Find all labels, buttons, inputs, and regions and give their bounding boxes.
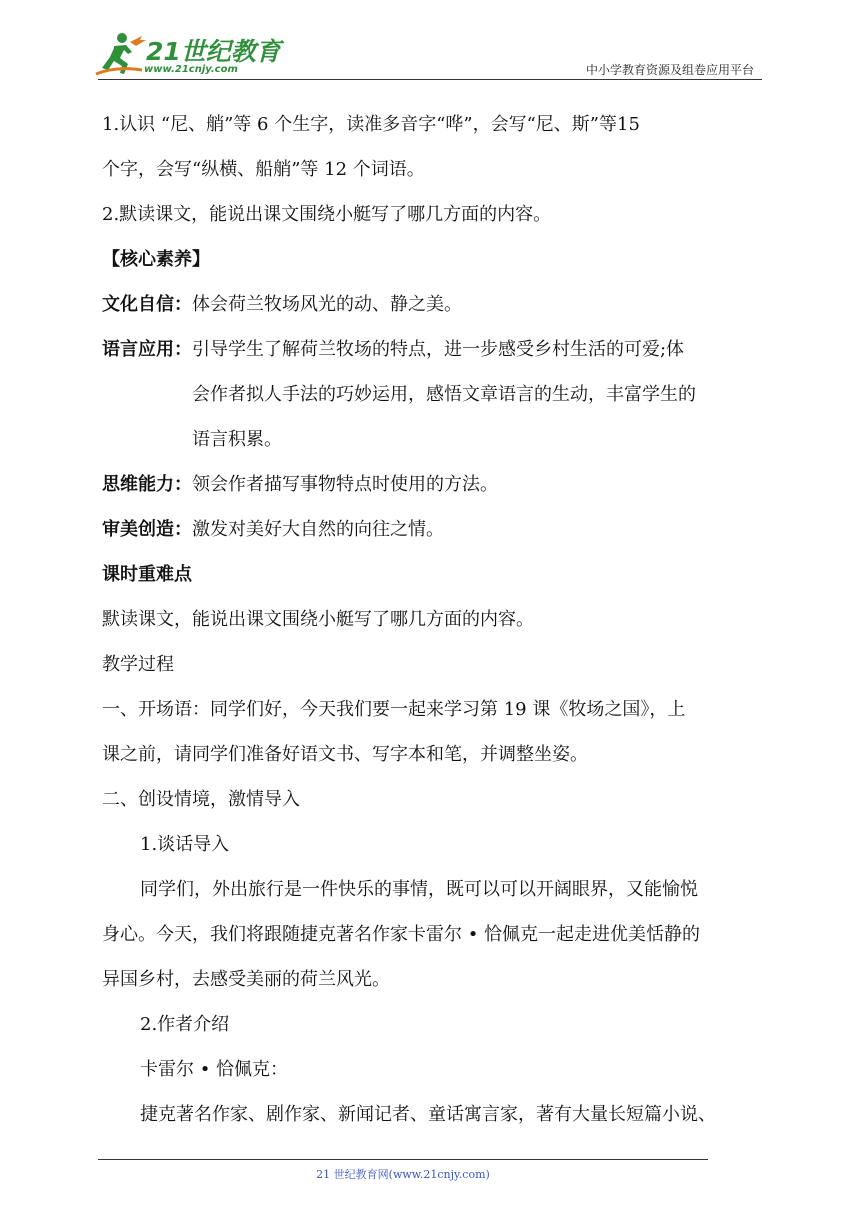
- section-2-para-line-2: 身心。今天，我们将跟随捷克著名作家卡雷尔 • 恰佩克一起走进优美恬静的: [102, 924, 701, 945]
- section-2-sub-1: 1.谈话导入: [140, 834, 230, 855]
- language-item: [102, 327, 766, 462]
- author-intro-line-1: 捷克著名作家、剧作家、新闻记者、童话寓言家，著有大量长短篇小说、: [140, 1104, 716, 1125]
- key-points-text: 默读课文，能说出课文围绕小艇写了哪几方面的内容。: [102, 609, 534, 630]
- document-body: [102, 102, 766, 1137]
- culture-label: 文化自信：: [102, 294, 192, 315]
- language-text-line-3: 语言积累。: [192, 429, 282, 450]
- section-1-line-1: 一、开场语：同学们好，今天我们要一起来学习第 19 课《牧场之国》，上: [102, 699, 686, 720]
- site-logo: [92, 30, 281, 80]
- thinking-item: [102, 462, 766, 507]
- header-platform-text: 中小学教育资源及组卷应用平台: [585, 63, 754, 77]
- logo-url: www.21cnjy.com: [144, 64, 238, 75]
- footer-link[interactable]: 21 世纪教育网(www.21cnjy.com): [316, 1168, 490, 1181]
- language-text: [192, 327, 766, 462]
- footer-divider: [98, 1159, 708, 1160]
- culture-text: 体会荷兰牧场风光的动、静之美。: [192, 294, 462, 315]
- section-1-line-2: 课之前，请同学们准备好语文书、写字本和笔，并调整坐姿。: [102, 744, 588, 765]
- section-2-para-line-1: 同学们，外出旅行是一件快乐的事情，既可以可以开阔眼界，又能愉悦: [140, 879, 698, 900]
- aesthetic-text: 激发对美好大自然的向往之情。: [192, 519, 444, 540]
- logo-wordmark: 21世纪教育: [146, 37, 281, 66]
- process-heading: 教学过程: [102, 654, 174, 675]
- author-name: 卡雷尔 • 恰佩克：: [140, 1059, 289, 1080]
- aesthetic-item: [102, 507, 766, 552]
- thinking-label: 思维能力：: [102, 474, 192, 495]
- culture-item: [102, 282, 766, 327]
- section-2-para-line-3: 异国乡村，去感受美丽的荷兰风光。: [102, 969, 390, 990]
- page-header: [0, 0, 860, 84]
- goal-line-1: 1.认识 “尼、艄”等 6 个生字，读准多音字“哗”，会写“尼、斯”等15: [102, 114, 640, 135]
- aesthetic-label: 审美创造：: [102, 519, 192, 540]
- thinking-text: 领会作者描写事物特点时使用的方法。: [192, 474, 498, 495]
- core-literacy-heading: 【核心素养】: [102, 249, 210, 270]
- goal-line-3: 2.默读课文，能说出课文围绕小艇写了哪几方面的内容。: [102, 204, 552, 225]
- language-label: 语言应用：: [102, 339, 192, 360]
- runner-logo-icon: [92, 30, 148, 80]
- header-divider: [98, 79, 762, 80]
- goal-line-2: 个字，会写“纵横、船艄”等 12 个词语。: [102, 159, 425, 180]
- language-text-line-1: 引导学生了解荷兰牧场的特点，进一步感受乡村生活的可爱;体: [192, 339, 685, 360]
- language-text-line-2: 会作者拟人手法的巧妙运用，感悟文章语言的生动，丰富学生的: [192, 384, 696, 405]
- section-2-sub-2: 2.作者介绍: [140, 1014, 230, 1035]
- section-2-heading: 二、创设情境，激情导入: [102, 789, 300, 810]
- key-points-heading: 课时重难点: [102, 564, 192, 585]
